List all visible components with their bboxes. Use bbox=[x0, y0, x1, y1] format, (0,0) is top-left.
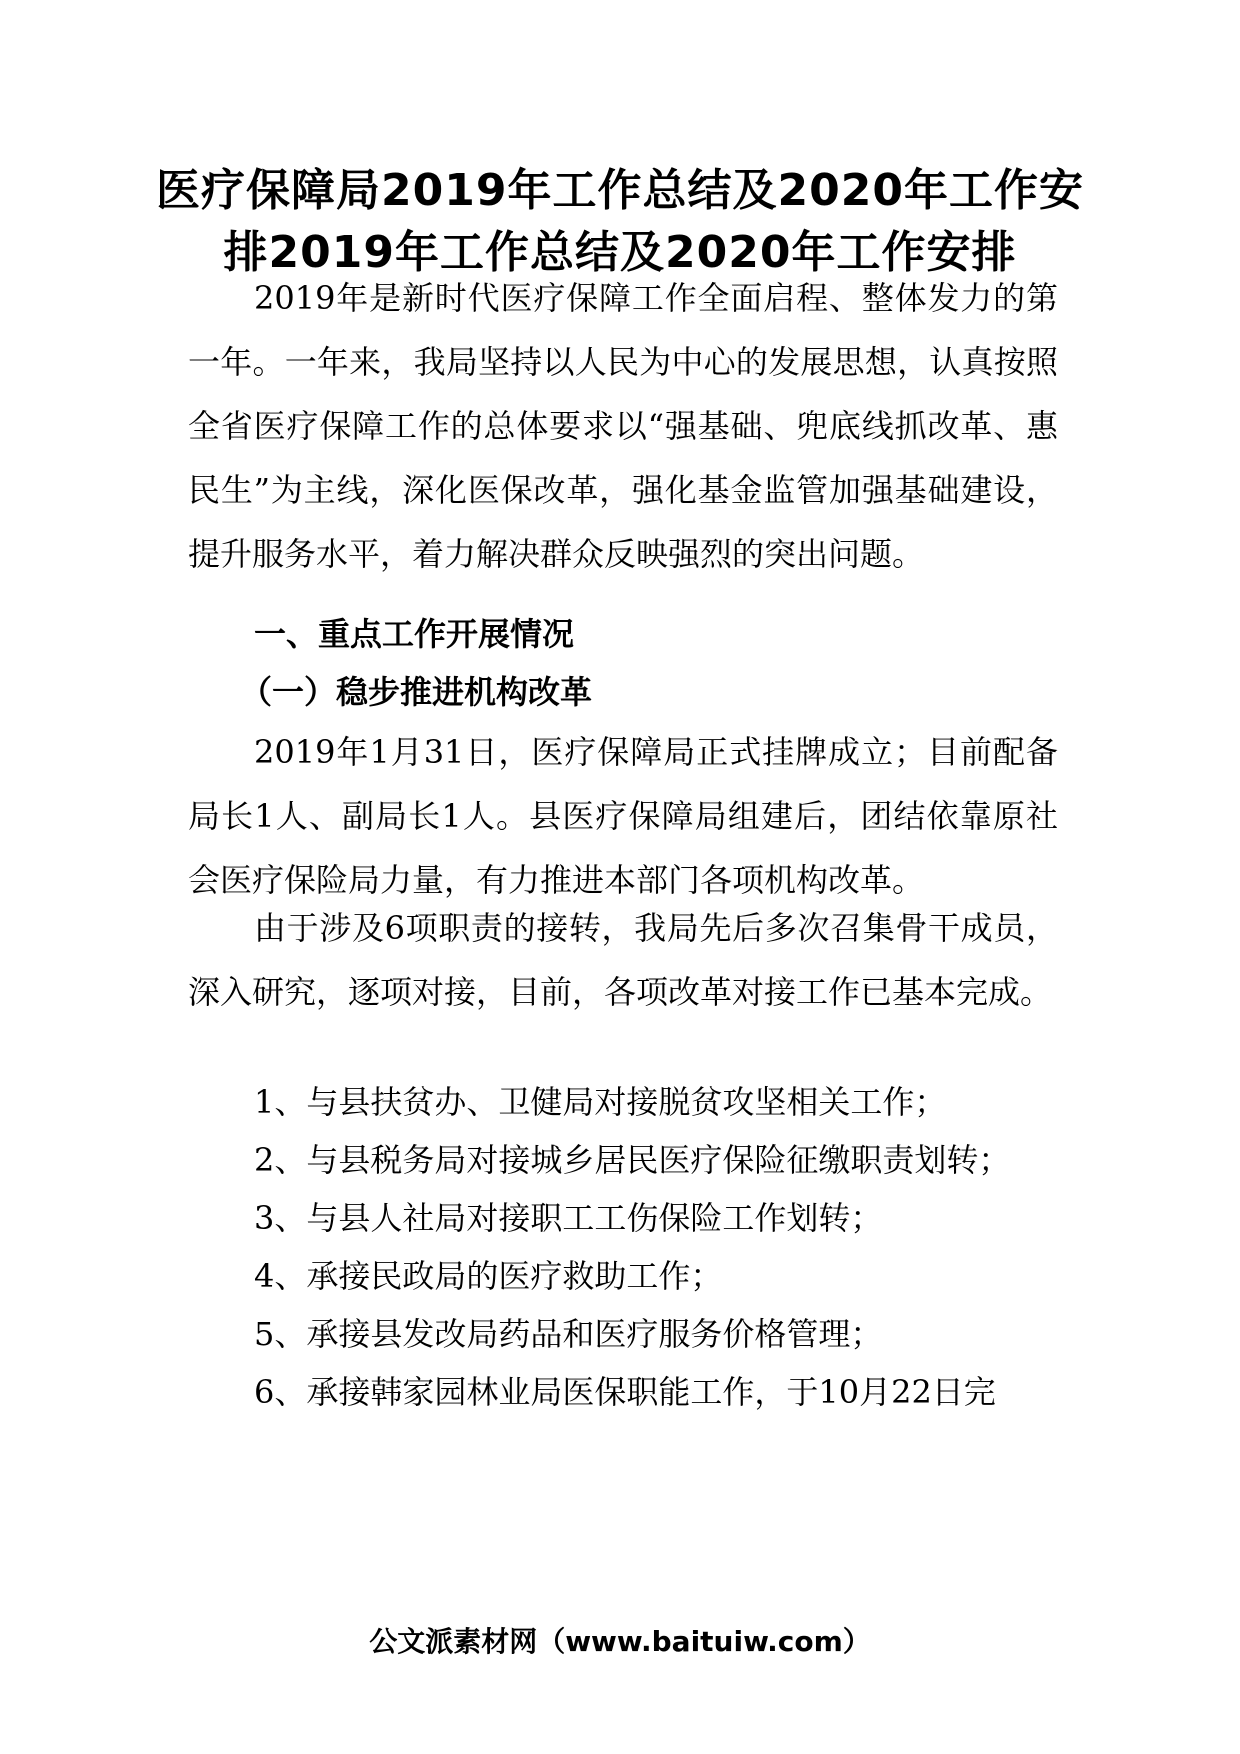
subsection-heading: （一）稳步推进机构改革 bbox=[240, 673, 593, 711]
list-item: 4、承接民政局的医疗救助工作； bbox=[254, 1257, 723, 1295]
section-heading: 一、重点工作开展情况 bbox=[254, 615, 575, 653]
body-paragraph-1: 2019年1月31日，医疗保障局正式挂牌成立；目前配备局长1人、副局长1人。县医疗保障局组建后，团结依靠原社会医疗保险局力量，有力推进本部门各项机构改革。 bbox=[188, 733, 1058, 899]
list-item: 1、与县扶贫办、卫健局对接脱贫攻坚相关工作； bbox=[254, 1083, 947, 1121]
intro-paragraph: 2019年是新时代医疗保障工作全面启程、整体发力的第一年。一年来，我局坚持以人民为中心的发展思想，认真按照全省医疗保障工作的总体要求以“强基础、兜底线抓改革、惠民生”为主线，深化医保改革，强化基金监管加强基础建设，提升服务水平，着力解决群众反映强烈的突出问题。 bbox=[188, 279, 1058, 573]
document-title: 医疗保障局2019年工作总结及2020年工作安排2019年工作总结及2020年工作安排 bbox=[156, 165, 1084, 278]
footer-source: 公文派素材网（www.baituiw.com） bbox=[369, 1625, 871, 1658]
body-paragraph-2: 由于涉及6项职责的接转，我局先后多次召集骨干成员，深入研究，逐项对接，目前，各项改革对接工作已基本完成。 bbox=[188, 909, 1058, 1011]
list-item: 6、承接韩家园林业局医保职能工作，于10月22日完 bbox=[254, 1373, 996, 1411]
list-item: 2、与县税务局对接城乡居民医疗保险征缴职责划转； bbox=[254, 1141, 1011, 1179]
list-item: 3、与县人社局对接职工工伤保险工作划转； bbox=[254, 1199, 883, 1237]
list-item: 5、承接县发改局药品和医疗服务价格管理； bbox=[254, 1315, 883, 1353]
